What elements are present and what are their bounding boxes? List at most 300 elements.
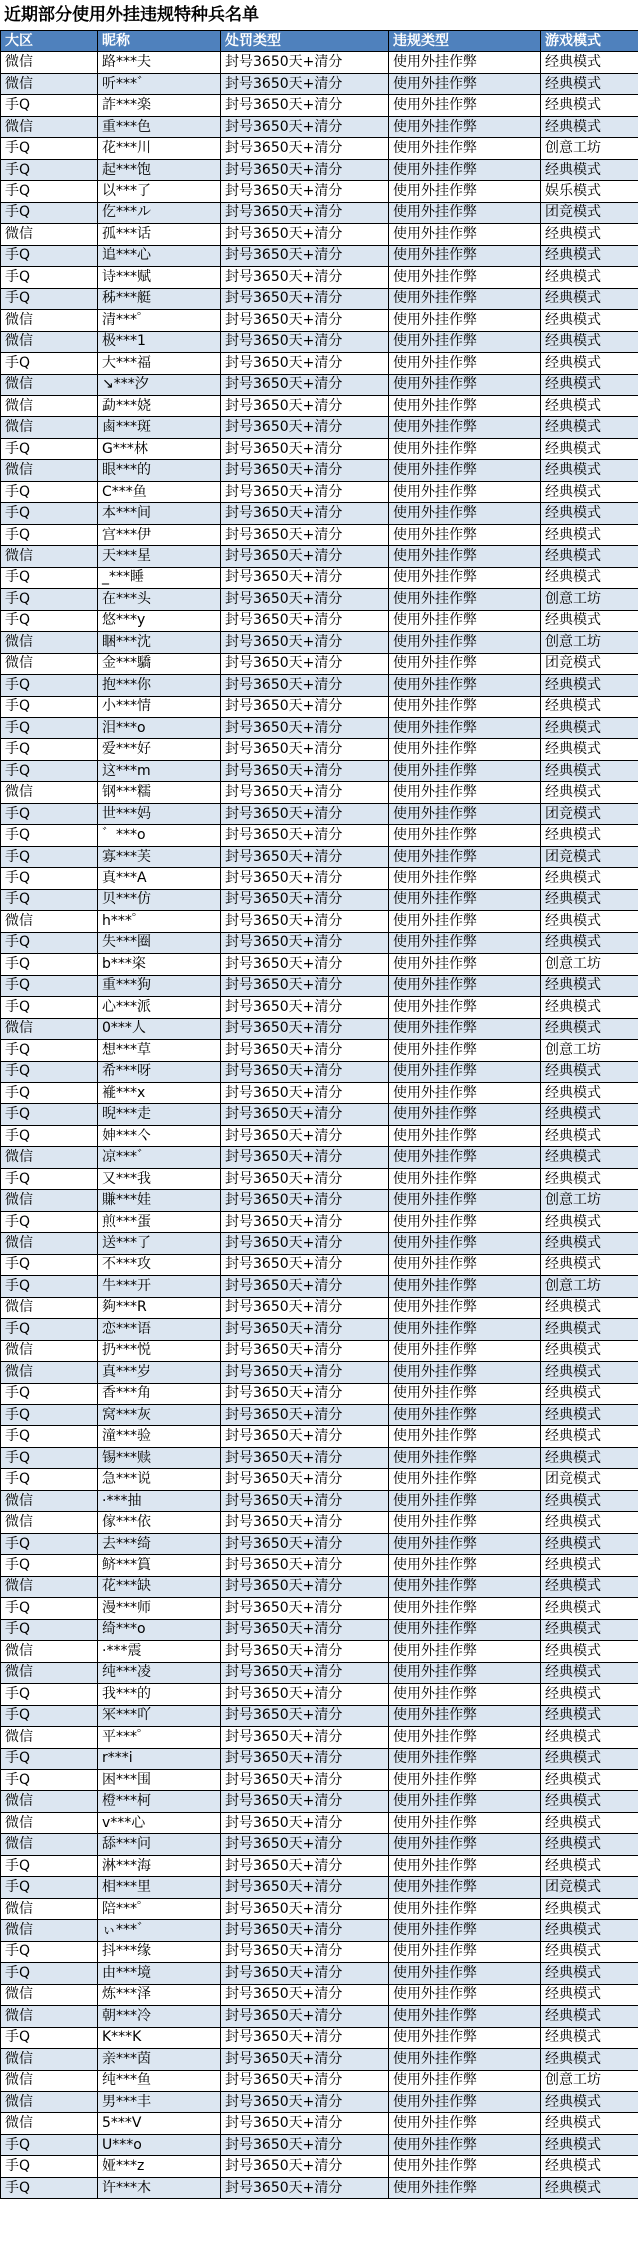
nickname-cell: 抱***你 (98, 675, 221, 696)
nickname-cell: 许***木 (98, 2177, 221, 2198)
nickname-cell: 詐***楽 (98, 95, 221, 116)
nickname-cell: 花***缺 (98, 1576, 221, 1597)
nickname-cell: 锡***赎 (98, 1447, 221, 1468)
game-mode-cell: 创意工坊 (541, 1276, 638, 1297)
table-row (1, 997, 638, 1018)
table-row (1, 653, 638, 674)
region-cell: 手Q (1, 95, 98, 116)
column-header-game-mode: 游戏模式 (541, 31, 638, 52)
game-mode-cell: 团竞模式 (541, 202, 638, 223)
violation-type-cell: 使用外挂作弊 (389, 1490, 541, 1511)
table-row (1, 696, 638, 717)
penalty-type-cell: 封号3650天+清分 (221, 1855, 389, 1876)
game-mode-cell: 经典模式 (541, 825, 638, 846)
table-row (1, 718, 638, 739)
nickname-cell: 本***间 (98, 503, 221, 524)
region-cell: 手Q (1, 696, 98, 717)
violation-type-cell: 使用外挂作弊 (389, 975, 541, 996)
nickname-cell: h***゜ (98, 911, 221, 932)
nickname-cell: 妽***亽 (98, 1125, 221, 1146)
nickname-cell: _***睡 (98, 567, 221, 588)
penalty-type-cell: 封号3650天+清分 (221, 1082, 389, 1103)
penalty-type-cell: 封号3650天+清分 (221, 1405, 389, 1426)
table-row (1, 460, 638, 481)
penalty-type-cell: 封号3650天+清分 (221, 911, 389, 932)
region-cell: 微信 (1, 1920, 98, 1941)
violation-type-cell: 使用外挂作弊 (389, 288, 541, 309)
region-cell: 手Q (1, 1211, 98, 1232)
nickname-cell: 重***狗 (98, 975, 221, 996)
violation-type-cell: 使用外挂作弊 (389, 1082, 541, 1103)
penalty-type-cell: 封号3650天+清分 (221, 2177, 389, 2198)
region-cell: 微信 (1, 1641, 98, 1662)
violation-type-cell: 使用外挂作弊 (389, 438, 541, 459)
violation-type-cell: 使用外挂作弊 (389, 310, 541, 331)
penalty-type-cell: 封号3650天+清分 (221, 2113, 389, 2134)
region-cell: 手Q (1, 803, 98, 824)
game-mode-cell: 经典模式 (541, 2134, 638, 2155)
nickname-cell: v***心 (98, 1812, 221, 1833)
region-cell: 微信 (1, 1147, 98, 1168)
nickname-cell: 眼***的 (98, 460, 221, 481)
penalty-type-cell: 封号3650天+清分 (221, 1233, 389, 1254)
table-row (1, 374, 638, 395)
region-cell: 手Q (1, 138, 98, 159)
penalty-type-cell: 封号3650天+清分 (221, 825, 389, 846)
penalty-type-cell: 封号3650天+清分 (221, 95, 389, 116)
region-cell: 微信 (1, 1512, 98, 1533)
game-mode-cell: 团竞模式 (541, 803, 638, 824)
nickname-cell: 牛***开 (98, 1276, 221, 1297)
table-row (1, 1233, 638, 1254)
table-row (1, 1684, 638, 1705)
violation-type-cell: 使用外挂作弊 (389, 1791, 541, 1812)
table-row (1, 675, 638, 696)
region-cell: 手Q (1, 1061, 98, 1082)
region-cell: 微信 (1, 2006, 98, 2027)
region-cell: 微信 (1, 1233, 98, 1254)
game-mode-cell: 经典模式 (541, 2092, 638, 2113)
game-mode-cell: 经典模式 (541, 1168, 638, 1189)
table-row (1, 589, 638, 610)
table-row (1, 73, 638, 94)
game-mode-cell: 经典模式 (541, 1147, 638, 1168)
region-cell: 手Q (1, 267, 98, 288)
penalty-type-cell: 封号3650天+清分 (221, 417, 389, 438)
penalty-type-cell: 封号3650天+清分 (221, 52, 389, 73)
region-cell: 手Q (1, 159, 98, 180)
region-cell: 手Q (1, 567, 98, 588)
table-row (1, 1727, 638, 1748)
region-cell: 微信 (1, 116, 98, 137)
nickname-cell: 心***派 (98, 997, 221, 1018)
table-row (1, 975, 638, 996)
region-cell: 微信 (1, 653, 98, 674)
region-cell: 微信 (1, 911, 98, 932)
game-mode-cell: 经典模式 (541, 1104, 638, 1125)
penalty-type-cell: 封号3650天+清分 (221, 1834, 389, 1855)
table-row (1, 524, 638, 545)
region-cell: 微信 (1, 52, 98, 73)
penalty-type-cell: 封号3650天+清分 (221, 760, 389, 781)
penalty-type-cell: 封号3650天+清分 (221, 503, 389, 524)
penalty-type-cell: 封号3650天+清分 (221, 868, 389, 889)
table-row (1, 1426, 638, 1447)
table-row (1, 95, 638, 116)
penalty-type-cell: 封号3650天+清分 (221, 1147, 389, 1168)
table-row (1, 1168, 638, 1189)
nickname-cell: 起***饱 (98, 159, 221, 180)
table-row (1, 202, 638, 223)
penalty-type-cell: 封号3650天+清分 (221, 116, 389, 137)
region-cell: 手Q (1, 997, 98, 1018)
violation-type-cell: 使用外挂作弊 (389, 245, 541, 266)
penalty-type-cell: 封号3650天+清分 (221, 353, 389, 374)
violation-type-cell: 使用外挂作弊 (389, 2006, 541, 2027)
violation-type-cell: 使用外挂作弊 (389, 116, 541, 137)
nickname-cell: U***o (98, 2134, 221, 2155)
table-row (1, 846, 638, 867)
nickname-cell: 淋***海 (98, 1855, 221, 1876)
column-header-nickname: 昵称 (98, 31, 221, 52)
violation-type-cell: 使用外挂作弊 (389, 224, 541, 245)
region-cell: 微信 (1, 546, 98, 567)
nickname-cell: 以***了 (98, 181, 221, 202)
penalty-type-cell: 封号3650天+清分 (221, 267, 389, 288)
penalty-type-cell: 封号3650天+清分 (221, 1125, 389, 1146)
game-mode-cell: 团竞模式 (541, 846, 638, 867)
table-row (1, 1297, 638, 1318)
table-row (1, 2049, 638, 2070)
region-cell: 手Q (1, 2027, 98, 2048)
game-mode-cell: 经典模式 (541, 417, 638, 438)
region-cell: 手Q (1, 1769, 98, 1790)
nickname-cell: ゛***o (98, 825, 221, 846)
game-mode-cell: 经典模式 (541, 2113, 638, 2134)
table-row (1, 1855, 638, 1876)
region-cell: 手Q (1, 1168, 98, 1189)
penalty-type-cell: 封号3650天+清分 (221, 1383, 389, 1404)
table-row (1, 1254, 638, 1275)
penalty-type-cell: 封号3650天+清分 (221, 1362, 389, 1383)
penalty-type-cell: 封号3650天+清分 (221, 310, 389, 331)
violation-type-cell: 使用外挂作弊 (389, 2177, 541, 2198)
violation-type-cell: 使用外挂作弊 (389, 1705, 541, 1726)
region-cell: 微信 (1, 2049, 98, 2070)
nickname-cell: 重***色 (98, 116, 221, 137)
table-row (1, 224, 638, 245)
table-row (1, 1533, 638, 1554)
violation-type-cell: 使用外挂作弊 (389, 546, 541, 567)
penalty-type-cell: 封号3650天+清分 (221, 632, 389, 653)
violation-type-cell: 使用外挂作弊 (389, 632, 541, 653)
nickname-cell: 男***丰 (98, 2092, 221, 2113)
region-cell: 手Q (1, 1684, 98, 1705)
table-row (1, 1405, 638, 1426)
table-row (1, 1469, 638, 1490)
region-cell: 微信 (1, 1490, 98, 1511)
table-row (1, 567, 638, 588)
table-row (1, 1319, 638, 1340)
penalty-type-cell: 封号3650天+清分 (221, 1190, 389, 1211)
nickname-cell: 炼***泽 (98, 1984, 221, 2005)
region-cell: 微信 (1, 73, 98, 94)
table-row (1, 739, 638, 760)
violation-type-cell: 使用外挂作弊 (389, 1190, 541, 1211)
table-row (1, 481, 638, 502)
game-mode-cell: 经典模式 (541, 1082, 638, 1103)
penalty-type-cell: 封号3650天+清分 (221, 1877, 389, 1898)
game-mode-cell: 经典模式 (541, 438, 638, 459)
game-mode-cell: 经典模式 (541, 1705, 638, 1726)
violation-type-cell: 使用外挂作弊 (389, 1834, 541, 1855)
penalty-type-cell: 封号3650天+清分 (221, 1168, 389, 1189)
game-mode-cell: 经典模式 (541, 353, 638, 374)
game-mode-cell: 经典模式 (541, 1362, 638, 1383)
game-mode-cell: 经典模式 (541, 1512, 638, 1533)
game-mode-cell: 经典模式 (541, 1941, 638, 1962)
game-mode-cell: 经典模式 (541, 288, 638, 309)
penalty-type-cell: 封号3650天+清分 (221, 1555, 389, 1576)
game-mode-cell: 经典模式 (541, 224, 638, 245)
nickname-cell: 真***岁 (98, 1362, 221, 1383)
violation-type-cell: 使用外挂作弊 (389, 331, 541, 352)
game-mode-cell: 经典模式 (541, 1727, 638, 1748)
table-row (1, 1619, 638, 1640)
penalty-type-cell: 封号3650天+清分 (221, 159, 389, 180)
game-mode-cell: 经典模式 (541, 610, 638, 631)
nickname-cell: 我***的 (98, 1684, 221, 1705)
region-cell: 手Q (1, 739, 98, 760)
nickname-cell: 贝***仿 (98, 889, 221, 910)
game-mode-cell: 经典模式 (541, 1447, 638, 1468)
table-row (1, 1941, 638, 1962)
table-row (1, 310, 638, 331)
region-cell: 手Q (1, 1855, 98, 1876)
violation-type-cell: 使用外挂作弊 (389, 1426, 541, 1447)
violation-type-cell: 使用外挂作弊 (389, 760, 541, 781)
penalty-type-cell: 封号3650天+清分 (221, 653, 389, 674)
table-row (1, 1662, 638, 1683)
game-mode-cell: 经典模式 (541, 1984, 638, 2005)
penalty-type-cell: 封号3650天+清分 (221, 803, 389, 824)
violation-type-cell: 使用外挂作弊 (389, 417, 541, 438)
nickname-cell: 寡***芙 (98, 846, 221, 867)
nickname-cell: 恋***语 (98, 1319, 221, 1340)
penalty-type-cell: 封号3650天+清分 (221, 2092, 389, 2113)
nickname-cell: 花***川 (98, 138, 221, 159)
region-cell: 手Q (1, 1082, 98, 1103)
violation-type-cell: 使用外挂作弊 (389, 1812, 541, 1833)
table-row (1, 932, 638, 953)
table-row (1, 503, 638, 524)
table-row (1, 1211, 638, 1232)
table-row (1, 868, 638, 889)
table-row (1, 1555, 638, 1576)
game-mode-cell: 经典模式 (541, 1641, 638, 1662)
region-cell: 手Q (1, 1040, 98, 1061)
penalty-type-cell: 封号3650天+清分 (221, 2049, 389, 2070)
penalty-type-cell: 封号3650天+清分 (221, 718, 389, 739)
violation-type-cell: 使用外挂作弊 (389, 1061, 541, 1082)
game-mode-cell: 经典模式 (541, 1018, 638, 1039)
nickname-cell: 相***里 (98, 1877, 221, 1898)
violation-type-cell: 使用外挂作弊 (389, 2049, 541, 2070)
violation-type-cell: 使用外挂作弊 (389, 911, 541, 932)
region-cell: 手Q (1, 1276, 98, 1297)
violation-type-cell: 使用外挂作弊 (389, 1168, 541, 1189)
region-cell: 手Q (1, 1254, 98, 1275)
penalty-type-cell: 封号3650天+清分 (221, 1576, 389, 1597)
violation-type-cell: 使用外挂作弊 (389, 503, 541, 524)
violation-type-cell: 使用外挂作弊 (389, 675, 541, 696)
region-cell: 手Q (1, 503, 98, 524)
region-cell: 微信 (1, 2092, 98, 2113)
violation-type-cell: 使用外挂作弊 (389, 1297, 541, 1318)
table-row (1, 1963, 638, 1984)
penalty-type-cell: 封号3650天+清分 (221, 1791, 389, 1812)
region-cell: 微信 (1, 374, 98, 395)
table-row (1, 288, 638, 309)
game-mode-cell: 经典模式 (541, 1769, 638, 1790)
region-cell: 微信 (1, 460, 98, 481)
table-row (1, 1276, 638, 1297)
table-row (1, 1383, 638, 1404)
penalty-type-cell: 封号3650天+清分 (221, 1705, 389, 1726)
game-mode-cell: 经典模式 (541, 395, 638, 416)
nickname-cell: 大***福 (98, 353, 221, 374)
penalty-type-cell: 封号3650天+清分 (221, 395, 389, 416)
penalty-type-cell: 封号3650天+清分 (221, 138, 389, 159)
table-row (1, 1920, 638, 1941)
game-mode-cell: 经典模式 (541, 1533, 638, 1554)
game-mode-cell: 经典模式 (541, 460, 638, 481)
nickname-cell: 追***心 (98, 245, 221, 266)
game-mode-cell: 经典模式 (541, 868, 638, 889)
region-cell: 微信 (1, 1340, 98, 1361)
game-mode-cell: 经典模式 (541, 1662, 638, 1683)
nickname-cell: ·***抽 (98, 1490, 221, 1511)
penalty-type-cell: 封号3650天+清分 (221, 1727, 389, 1748)
region-cell: 手Q (1, 975, 98, 996)
game-mode-cell: 经典模式 (541, 503, 638, 524)
nickname-cell: 不***攻 (98, 1254, 221, 1275)
penalty-type-cell: 封号3650天+清分 (221, 224, 389, 245)
penalty-type-cell: 封号3650天+清分 (221, 589, 389, 610)
violation-type-cell: 使用外挂作弊 (389, 2113, 541, 2134)
violation-type-cell: 使用外挂作弊 (389, 1855, 541, 1876)
nickname-cell: 困***围 (98, 1769, 221, 1790)
penalty-type-cell: 封号3650天+清分 (221, 1512, 389, 1533)
table-row (1, 1447, 638, 1468)
region-cell: 手Q (1, 610, 98, 631)
nickname-cell: 世***妈 (98, 803, 221, 824)
nickname-cell: 想***草 (98, 1040, 221, 1061)
nickname-cell: 漫***师 (98, 1598, 221, 1619)
game-mode-cell: 经典模式 (541, 1340, 638, 1361)
nickname-cell: 由***境 (98, 1963, 221, 1984)
game-mode-cell: 经典模式 (541, 911, 638, 932)
nickname-cell: 去***绮 (98, 1533, 221, 1554)
region-cell: 微信 (1, 782, 98, 803)
penalty-type-cell: 封号3650天+清分 (221, 2006, 389, 2027)
region-cell: 手Q (1, 1963, 98, 1984)
table-row (1, 954, 638, 975)
table-row (1, 1576, 638, 1597)
violation-type-cell: 使用外挂作弊 (389, 395, 541, 416)
violation-type-cell: 使用外挂作弊 (389, 1641, 541, 1662)
table-row (1, 2006, 638, 2027)
nickname-cell: 舔***问 (98, 1834, 221, 1855)
nickname-cell: 晲***走 (98, 1104, 221, 1125)
game-mode-cell: 经典模式 (541, 1791, 638, 1812)
nickname-cell: 在***头 (98, 589, 221, 610)
table-row (1, 1040, 638, 1061)
region-cell: 手Q (1, 1447, 98, 1468)
game-mode-cell: 经典模式 (541, 1963, 638, 1984)
game-mode-cell: 经典模式 (541, 675, 638, 696)
banned-players-table (0, 30, 638, 2199)
nickname-cell: 扔***悦 (98, 1340, 221, 1361)
region-cell: 手Q (1, 1555, 98, 1576)
game-mode-cell: 经典模式 (541, 997, 638, 1018)
region-cell: 手Q (1, 1383, 98, 1404)
nickname-cell: 纯***凌 (98, 1662, 221, 1683)
penalty-type-cell: 封号3650天+清分 (221, 202, 389, 223)
table-row (1, 1769, 638, 1790)
penalty-type-cell: 封号3650天+清分 (221, 932, 389, 953)
violation-type-cell: 使用外挂作弊 (389, 610, 541, 631)
table-row (1, 138, 638, 159)
penalty-type-cell: 封号3650天+清分 (221, 481, 389, 502)
violation-type-cell: 使用外挂作弊 (389, 782, 541, 803)
nickname-cell: 孤***话 (98, 224, 221, 245)
game-mode-cell: 经典模式 (541, 760, 638, 781)
game-mode-cell: 经典模式 (541, 374, 638, 395)
nickname-cell: K***K (98, 2027, 221, 2048)
violation-type-cell: 使用外挂作弊 (389, 1619, 541, 1640)
table-row (1, 1791, 638, 1812)
table-row (1, 438, 638, 459)
table-row (1, 825, 638, 846)
violation-type-cell: 使用外挂作弊 (389, 889, 541, 910)
penalty-type-cell: 封号3650天+清分 (221, 1641, 389, 1662)
violation-type-cell: 使用外挂作弊 (389, 1319, 541, 1340)
nickname-cell: 失***圈 (98, 932, 221, 953)
nickname-cell: 煎***蛋 (98, 1211, 221, 1232)
penalty-type-cell: 封号3650天+清分 (221, 1769, 389, 1790)
region-cell: 手Q (1, 202, 98, 223)
violation-type-cell: 使用外挂作弊 (389, 1383, 541, 1404)
game-mode-cell: 经典模式 (541, 1576, 638, 1597)
page-title: 近期部分使用外挂违规特种兵名单 (4, 5, 259, 25)
penalty-type-cell: 封号3650天+清分 (221, 675, 389, 696)
game-mode-cell: 经典模式 (541, 95, 638, 116)
game-mode-cell: 经典模式 (541, 1426, 638, 1447)
violation-type-cell: 使用外挂作弊 (389, 1512, 541, 1533)
nickname-cell: r***i (98, 1748, 221, 1769)
table-body (1, 52, 638, 2199)
penalty-type-cell: 封号3650天+清分 (221, 1447, 389, 1468)
game-mode-cell: 经典模式 (541, 1061, 638, 1082)
game-mode-cell: 创意工坊 (541, 2070, 638, 2091)
violation-type-cell: 使用外挂作弊 (389, 1233, 541, 1254)
table-row (1, 760, 638, 781)
penalty-type-cell: 封号3650天+清分 (221, 1941, 389, 1962)
violation-type-cell: 使用外挂作弊 (389, 718, 541, 739)
nickname-cell: 賺***娃 (98, 1190, 221, 1211)
penalty-type-cell: 封号3650天+清分 (221, 739, 389, 760)
